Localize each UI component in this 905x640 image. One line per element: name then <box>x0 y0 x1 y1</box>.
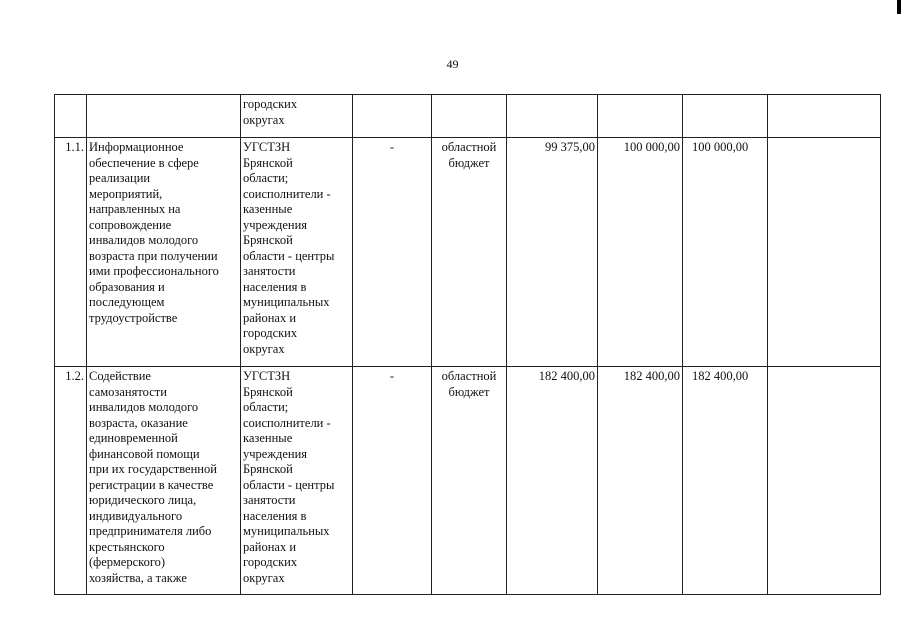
cell-amount-year-1: 182 400,00 <box>507 367 598 595</box>
cell-term <box>353 95 432 138</box>
cell-number <box>55 95 87 138</box>
cell-funding-source: областной бюджет <box>432 367 507 595</box>
cell-executor: УГСТЗН Брянской области; соисполнители - казенные учреждения Брянской области - центры занятости населения в муниципальных районах и городских округах <box>241 367 353 595</box>
cell-activity-name <box>87 95 241 138</box>
cell-amount-year-3: 182 400,00 <box>683 367 768 595</box>
cell-extra <box>768 367 881 595</box>
cell-amount-year-2: 100 000,00 <box>598 138 683 367</box>
cell-number: 1.2. <box>55 367 87 595</box>
cell-funding-source: областной бюджет <box>432 138 507 367</box>
cell-amount-year-2 <box>598 95 683 138</box>
cell-number: 1.1. <box>55 138 87 367</box>
scan-edge-mark <box>897 0 901 14</box>
table-row-continuation <box>55 95 881 138</box>
cell-activity-name: Информационное обеспечение в сфере реализации мероприятий, направленных на сопровождение инвалидов молодого возраста при получении ими профессионального образования и последующем трудоустройстве <box>87 138 241 367</box>
cell-extra <box>768 138 881 367</box>
cell-executor: городских округах <box>241 95 353 138</box>
page-number: 49 <box>446 57 459 71</box>
cell-executor: УГСТЗН Брянской области; соисполнители - казенные учреждения Брянской области - центры занятости населения в муниципальных районах и городских округах <box>241 138 353 367</box>
cell-activity-name: Содействие самозанятости инвалидов молодого возраста, оказание единовременной финансовой помощи при их государственной регистрации в качестве юридического лица, индивидуального предпринимателя либо крестьянского (фермерского) хозяйства, а также <box>87 367 241 595</box>
cell-term: - <box>353 367 432 595</box>
cell-amount-year-1 <box>507 95 598 138</box>
cell-amount-year-3 <box>683 95 768 138</box>
cell-amount-year-1: 99 375,00 <box>507 138 598 367</box>
cell-amount-year-2: 182 400,00 <box>598 367 683 595</box>
activities-table <box>54 94 881 595</box>
cell-funding-source <box>432 95 507 138</box>
table-row-1-1 <box>55 138 881 367</box>
cell-term: - <box>353 138 432 367</box>
cell-amount-year-3: 100 000,00 <box>683 138 768 367</box>
cell-extra <box>768 95 881 138</box>
table-row-1-2 <box>55 367 881 595</box>
